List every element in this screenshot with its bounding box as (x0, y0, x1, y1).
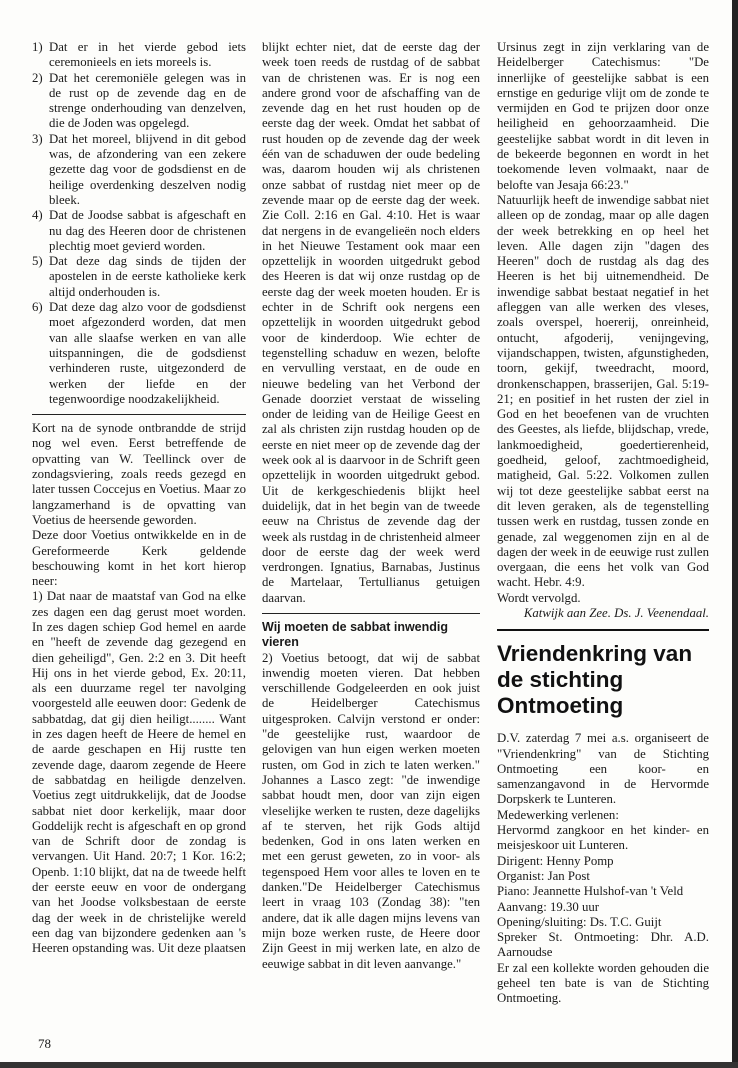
list-text: Dat er in het vierde gebod iets ceremonieels en iets moreels is. (49, 40, 246, 70)
author-signature: Katwijk aan Zee. Ds. J. Veenendaal. (523, 605, 709, 620)
announcement-line: Piano: Jeannette Hulshof-van 't Veld (497, 884, 684, 899)
paragraph: Ursinus zegt in zijn verklaring van de Heidelberger Catechismus: "De innerlijke of geestelijke sabbat is een ernstige en gedurige vlijt om de zonde te vermijden en God te prijzen door onze heiligheid en gehoorzaamheid. Die geestelijke sabbat wordt in dit leven in de bekeerde begonnen en wordt in het toekomende leven volmaakt, naar de belofte van Jesaja 66:23." (497, 40, 709, 192)
paragraph: 2) Voetius betoogt, dat wij de sabbat inwendig moeten vieren. Dat hebben verschillende Godgeleerden en ook juist de Heidelberger Catechismus uitgesproken. Calvijn verstond er onder: "de geestelijke rust, waardoor de gelovigen van hun eigen werken moeten rusten, om God in zich te laten werken." Johannes a Lasco zegt: "de inwendige sabbat houdt men, door van zijn eigen vleselijke werken te rusten, deze dagelijks af te sterven, het rijk Gods altijd bedenken, God in ons laten werken en met een gerust geweten, zo in voor- als tegenspoed Hem voor alles te loven en te danken."De Heidelberger Catechismus leert in vraag 103 (Zondag 38): "ten andere, dat ik alle dagen mijns levens van mijn boze werken ruste, de Heere door Zijn Geest in mij werken late, en alzo de eeuwige sabbat in dit leven aanvange." (262, 650, 480, 971)
announcement-line: Er zal een kollekte worden gehouden die geheel ten bate is van de Stichting Ontmoeting. (497, 960, 709, 1006)
scan-edge-bottom (0, 1062, 738, 1068)
paragraph: Deze door Voetius ontwikkelde en in de Gereformeerde Kerk geldende beschouwing komt in het kort hierop neer: (32, 528, 246, 589)
list-text: Dat deze dag alzo voor de godsdienst moet afgezonderd worden, dat men van alle slaafse werken en van alle uitspanningen, die de godsdienst verhinderen ruste, uitgezonderd de werken der liefde en der tegenwoordige noodzakelijkheid. (49, 300, 246, 406)
continued-note: Wordt vervolgd. (497, 590, 581, 605)
divider (262, 613, 480, 614)
list-number: 3) (32, 131, 43, 146)
numbered-list (32, 40, 246, 407)
paragraph: 1) Dat naar de maatstaf van God na elke zes dagen een dag gerust moet worden. In zes dagen schiep God hemel en aarde en "heeft de zevende dag gezegend en dien geheiligd", Gen. 2:2 en 3. Dit heeft Hij ons in het vierde gebod, Ex. 20:11, als een duurzame regel ter navolging voorgesteld alle eeuwen door: Gedenk de sabbatdag, dat gij dien heiligt........ Want in zes dagen heeft de Heere de hemel en de aarde geschapen en Hij rustte ten zevende dage, daarom zegende de Heere de sabbatdag en heiligde denzelven. Voetius zegt uitdrukkelijk, dat de Joodse sabbat niet door kerkelijk, maar door Goddelijk recht is afgeschaft en op grond van de Schrift door de zondag is vervangen. Uit Hand. 20:7; 1 Kor. 16:2; Openb. 1:10 blijkt, dat na de tweede helft der eerste eeuw en voor de ondergang van het Joodse volksbestaan de eerste dag der week in de christelijke wereld een dag van bijzondere gedenken aan 's Heeren opstanding was. Uit deze plaatsen (32, 589, 246, 956)
list-number: 5) (32, 254, 43, 269)
list-item (32, 40, 246, 71)
scan-edge-right (732, 0, 738, 1068)
announcement-line: Aanvang: 19.30 uur (497, 899, 600, 914)
column-2 (262, 40, 480, 972)
list-text: Dat de Joodse sabbat is afgeschaft en nu dag des Heeren door de christenen plechtig moet gevierd worden. (49, 208, 246, 253)
list-item (32, 71, 246, 132)
column-3 (497, 40, 709, 1007)
list-number: 6) (32, 300, 43, 315)
section-subheading: Wij moeten de sabbat inwendig vieren (262, 619, 449, 650)
list-text: Dat het moreel, blijvend in dit gebod was, de afzondering van een zekere gezette dag voor de godsdienst en de heilige overdenking deszelven nodig bleek. (49, 131, 246, 207)
list-text: Dat het ceremoniële gelegen was in de rust op de zevende dag en de strenge onderhouding van denzelven, die de Joden was opgelegd. (49, 70, 246, 131)
column-1 (32, 40, 246, 957)
section-divider (497, 629, 709, 631)
paragraph: Natuurlijk heeft de inwendige sabbat niet alleen op de zondag, maar op alle dagen der week betrekking en op heel het leven. Alle dagen zijn "dagen des Heeren" doch de rustdag als dag des Heeren is het bij uitnemendheid. De inwendige sabbat bestaat negatief in het afleggen van alle werken des vleses, zoals overspel, hoererij, onreinheid, ontucht, afgoderij, venijngeving, vijandschappen, twisten, afgunstigheden, toorn, gekijf, tweedracht, moord, dronkenschappen, brasserijen, Gal. 5:19-21; en positief in het rusten der ziel in God en het beoefenen van de vruchten des Geestes, als liefde, blijdschap, vrede, lankmoedigheid, goedertierenheid, goedheid, geloof, zachtmoedigheid, matigheid, Gal. 5:22. Volkomen zullen wij tot deze geestelijke sabbat eerst na dit leven geraken, als de tegenstelling tussen werk en rustdag, tussen zonde en genade, zal weggenomen zijn en al de dagen der week in de eeuwige rust zullen overgaan, die eens het volk van God wacht. Hebr. 4:9. (497, 192, 709, 590)
announcement-line: Medewerking verlenen: (497, 807, 619, 822)
list-number: 2) (32, 70, 43, 85)
announcement-line: Opening/sluiting: Ds. T.C. Guijt (497, 914, 662, 929)
announcement-line: Organist: Jan Post (497, 868, 590, 883)
article-heading: Vriendenkring van de stichting Ontmoeting (497, 641, 693, 719)
list-item (32, 254, 246, 300)
page-number: 78 (38, 1036, 51, 1051)
announcement-line: Hervormd zangkoor en het kinder- en meisjeskoor uit Lunteren. (497, 823, 709, 853)
paragraph: blijkt echter niet, dat de eerste dag der week toen reeds de rustdag of de sabbat van de christenen was. Er is nog een andere grond voor de afschaffing van de zevende dag en het rust houden op de eerste dag der week. Omdat het sabbat of rust houden op de zevende dag der week één van de schaduwen der oude bedeling was, daarom houden wij als christenen onze sabbat of rustdag niet meer op de zevende maar op de eerste dag der week. Zie Coll. 2:16 en Gal. 4:10. Het is waar dat nergens in de evangelieën noch elders in het Nieuwe Testament ook maar een opzettelijk in woorden uitgedrukt gebod des Heeren is dat wij onze rustdag op de eerste dag der week moeten houden. Er is echter in de Schrift ook nergens een opzettelijk in woorden uitgedrukt gebod voor de kinderdoop. Wie echter de tegenstelling schaduw en wezen, belofte en vervulling verstaat, en de oude en nieuwe bedeling van het Verbond der Genade doorziet verstaat de wisseling onder de leiding van de Heilige Geest en zal als christen zijn rustdag houden op de eerste en niet meer op de zevende dag der week ook al is daarvoor in de Schrift geen opzettelijk in woorden uitgedrukt gebod. Uit de kerkgeschiedenis blijkt heel duidelijk, dat in het begin van de tweede eeuw na Christus de zevende dag der week als rustdag in de christenheid almeer door de eerste dag der week werd verdrongen. Ignatius, Barnabas, Justinus de Martelaar, Tertullianus getuigen daarvan. (262, 40, 480, 605)
announcement-line: Dirigent: Henny Pomp (497, 853, 614, 868)
list-number: 1) (32, 40, 43, 54)
list-item (32, 208, 246, 254)
announcement-intro: D.V. zaterdag 7 mei a.s. organiseert de "Vriendenkring" van de Stichting Ontmoeting een koor- en samenzangavond in de Hervormde Dorpskerk te Lunteren. (497, 731, 709, 807)
list-item (32, 132, 246, 208)
divider (32, 414, 246, 415)
list-number: 4) (32, 208, 43, 223)
list-text: Dat deze dag sinds de tijden der apostelen in de eerste katholieke kerk altijd onderhouden is. (49, 254, 246, 299)
paragraph: Kort na de synode ontbrandde de strijd nog wel even. Eerst betreffende de opvatting van W. Teellinck over de zondagsviering, zoals reeds gezegd en later tussen Coccejus en Voetius. Maar zo langzamerhand is de opvatting van Voetius de heersende geworden. (32, 421, 246, 527)
announcement-line: Spreker St. Ontmoeting: Dhr. A.D. Aarnoudse (497, 930, 709, 960)
list-item (32, 300, 246, 407)
